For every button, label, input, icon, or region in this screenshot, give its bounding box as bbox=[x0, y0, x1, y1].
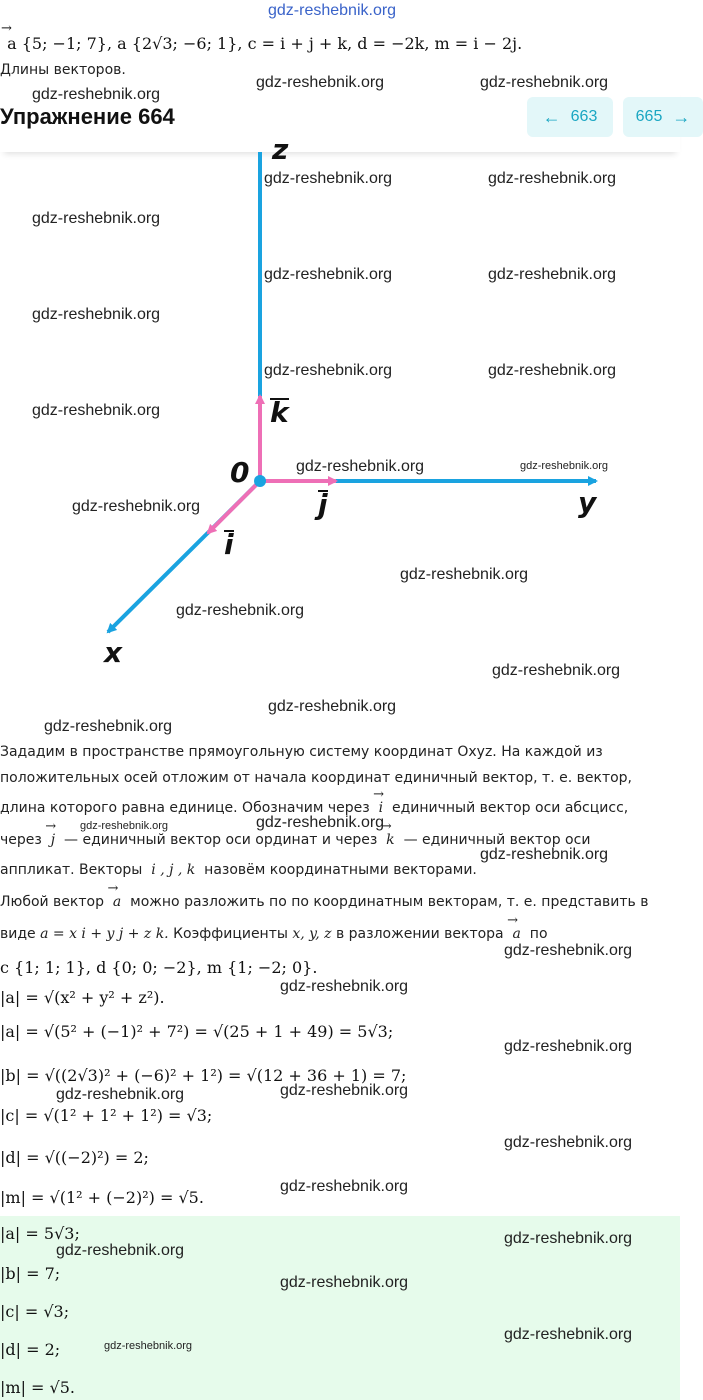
watermark: gdz-reshebnik.org bbox=[488, 170, 617, 187]
decomposition-formula: a = x i + y j + z k. bbox=[40, 926, 169, 942]
formula-d: |d| = √((−2)²) = 2; bbox=[0, 1148, 149, 1167]
formula-a: |a| = √(5² + (−1)² + 7²) = √(25 + 1 + 49) = 5√3; bbox=[0, 1022, 394, 1041]
watermark: gdz-reshebnik.org bbox=[256, 74, 385, 91]
text-line-4b: — единичный вектор оси ординат и через bbox=[64, 832, 378, 848]
watermark: gdz-reshebnik.org bbox=[32, 306, 161, 323]
watermark: gdz-reshebnik.org bbox=[504, 1326, 633, 1343]
watermark: gdz-reshebnik.org bbox=[492, 662, 621, 679]
next-exercise-button[interactable] bbox=[623, 97, 703, 137]
text-line-7e: в разложении вектора bbox=[335, 926, 504, 942]
j-label: j bbox=[318, 488, 328, 521]
vector-a-def: a {5; −1; 7}, bbox=[7, 34, 113, 53]
formula-general: |a| = √(x² + y² + z²). bbox=[0, 988, 165, 1007]
watermark: gdz-reshebnik.org bbox=[32, 210, 161, 227]
text-line-3b: единичный вектор оси абсцисс, bbox=[391, 800, 629, 816]
text-line-5b: назовём координатными векторами. bbox=[204, 862, 477, 878]
watermark: gdz-reshebnik.org bbox=[264, 362, 393, 379]
text-line-4a: через bbox=[0, 832, 42, 848]
coefficients: x, y, z bbox=[292, 926, 332, 942]
vector-d-def: d = −2k, bbox=[357, 34, 430, 53]
text-line-7c: Коэффициенты bbox=[173, 926, 288, 942]
vector-a-symbol-2: → a bbox=[508, 926, 525, 942]
watermark: gdz-reshebnik.org bbox=[268, 698, 397, 715]
text-line-6 bbox=[0, 894, 649, 910]
origin-point bbox=[254, 475, 266, 487]
page-title: Упражнение 664 bbox=[0, 104, 175, 129]
formula-m: |m| = √(1² + (−2)²) = √5. bbox=[0, 1188, 204, 1207]
watermark: gdz-reshebnik.org bbox=[104, 1340, 193, 1352]
vector-a-symbol: → a bbox=[108, 894, 125, 910]
watermark: gdz-reshebnik.org bbox=[268, 2, 397, 19]
vector-j-symbol: → j bbox=[46, 832, 59, 848]
text-line-7f: по bbox=[529, 926, 548, 942]
watermark: gdz-reshebnik.org bbox=[488, 266, 617, 283]
text-line-6b: можно разложить по по координатным векторам, т. е. представить в bbox=[130, 894, 649, 910]
watermark: gdz-reshebnik.org bbox=[32, 86, 161, 103]
watermark: gdz-reshebnik.org bbox=[56, 1242, 185, 1259]
watermark: gdz-reshebnik.org bbox=[264, 170, 393, 187]
answer-b: |b| = 7; bbox=[0, 1264, 61, 1283]
watermark: gdz-reshebnik.org bbox=[520, 460, 609, 472]
y-axis-label: y bbox=[578, 486, 597, 519]
arrow-right-icon: → bbox=[672, 106, 691, 127]
watermark: gdz-reshebnik.org bbox=[44, 718, 173, 735]
origin-label: 0 bbox=[230, 456, 250, 489]
vector-b-def: a {2√3; −6; 1}, bbox=[117, 34, 243, 53]
watermark: gdz-reshebnik.org bbox=[56, 1086, 185, 1103]
watermark: gdz-reshebnik.org bbox=[280, 978, 409, 995]
answer-m: |m| = √5. bbox=[0, 1378, 75, 1397]
vector-c-def: c = i + j + k, bbox=[247, 34, 353, 53]
text-line-7a: виде bbox=[0, 926, 36, 942]
text-line-4c: — единичный вектор оси bbox=[403, 832, 591, 848]
watermark: gdz-reshebnik.org bbox=[280, 1082, 409, 1099]
vector-i-symbol: → i bbox=[374, 800, 387, 816]
watermark: gdz-reshebnik.org bbox=[176, 602, 305, 619]
answer-d: |d| = 2; bbox=[0, 1340, 61, 1359]
answer-c: |c| = √3; bbox=[0, 1302, 70, 1321]
text-line-3a: длина которого равна единице. Обозначим через bbox=[0, 800, 370, 816]
subtitle: Длины векторов. bbox=[0, 62, 126, 78]
watermark: gdz-reshebnik.org bbox=[488, 362, 617, 379]
watermark: gdz-reshebnik.org bbox=[504, 1038, 633, 1055]
next-exercise-label: 665 bbox=[635, 108, 663, 125]
text-line-7 bbox=[0, 926, 548, 942]
watermark: gdz-reshebnik.org bbox=[280, 1274, 409, 1291]
watermark: gdz-reshebnik.org bbox=[32, 402, 161, 419]
formula-c: |c| = √(1² + 1² + 1²) = √3; bbox=[0, 1106, 213, 1125]
text-line-6a: Любой вектор bbox=[0, 894, 104, 910]
text-line-5 bbox=[0, 862, 477, 878]
x-axis-label: x bbox=[104, 636, 123, 669]
text-line-2: положительных осей отложим от начала координат единичный вектор, т. е. вектор, bbox=[0, 770, 633, 786]
answer-a: |a| = 5√3; bbox=[0, 1224, 80, 1243]
k-label: k bbox=[270, 396, 289, 429]
watermark: gdz-reshebnik.org bbox=[296, 458, 425, 475]
formula-b: |b| = √((2√3)² + (−6)² + 1²) = √(12 + 36 + 1) = 7; bbox=[0, 1066, 407, 1085]
prev-exercise-button[interactable] bbox=[527, 97, 613, 137]
watermark: gdz-reshebnik.org bbox=[80, 820, 169, 832]
text-line-5a: аппликат. Векторы bbox=[0, 862, 143, 878]
watermark: gdz-reshebnik.org bbox=[280, 1178, 409, 1195]
coords-line: c {1; 1; 1}, d {0; 0; −2}, m {1; −2; 0}. bbox=[0, 958, 318, 977]
watermark: gdz-reshebnik.org bbox=[264, 266, 393, 283]
watermark: gdz-reshebnik.org bbox=[504, 942, 633, 959]
vector-m-def: m = i − 2j. bbox=[434, 34, 523, 53]
z-axis-label: z bbox=[272, 133, 289, 166]
vector-k-symbol: → k bbox=[382, 832, 399, 848]
watermark: gdz-reshebnik.org bbox=[480, 74, 609, 91]
watermark: gdz-reshebnik.org bbox=[72, 498, 201, 515]
watermark: gdz-reshebnik.org bbox=[504, 1134, 633, 1151]
watermark: gdz-reshebnik.org bbox=[256, 814, 385, 831]
watermark: gdz-reshebnik.org bbox=[480, 846, 609, 863]
watermark: gdz-reshebnik.org bbox=[400, 566, 529, 583]
text-line-1: Зададим в пространстве прямоугольную систему координат Oxyz. На каждой из bbox=[0, 744, 603, 760]
coordinate-diagram bbox=[0, 152, 680, 712]
arrow-left-icon: ← bbox=[542, 106, 561, 127]
vector-definitions bbox=[0, 34, 522, 53]
vector-ijk-symbols: i , j , k bbox=[146, 862, 200, 878]
watermark: gdz-reshebnik.org bbox=[504, 1230, 633, 1247]
i-label: i bbox=[224, 528, 234, 561]
prev-exercise-label: 663 bbox=[570, 108, 598, 125]
